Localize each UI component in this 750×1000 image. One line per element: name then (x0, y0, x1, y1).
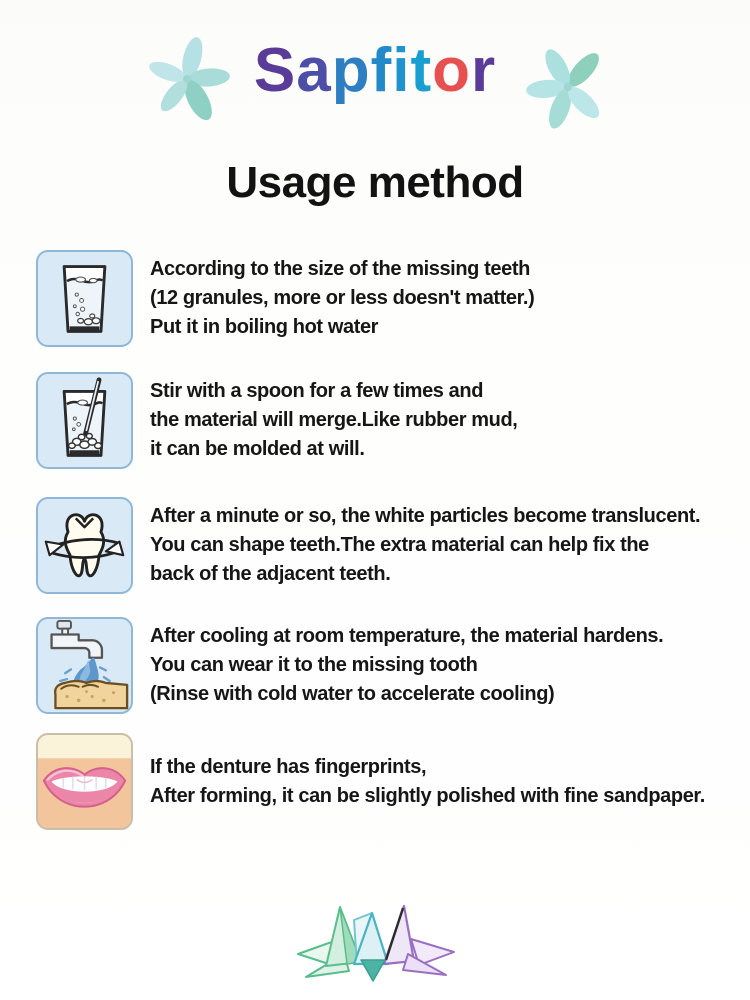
step-row-3 (36, 497, 700, 594)
step-row-2 (36, 372, 517, 469)
flower-right-icon (520, 40, 615, 135)
step-line: According to the size of the missing teeth (150, 258, 530, 280)
brand-letter: p (331, 36, 371, 105)
step-text-2 (150, 377, 517, 464)
step-text-3 (150, 502, 700, 589)
brand-letter: t (410, 36, 433, 105)
step-line: After a minute or so, the white particles become translucent. (150, 505, 701, 527)
step-row-4 (36, 617, 663, 714)
step-line: (Rinse with cold water to accelerate cooling) (150, 683, 555, 705)
page-title: Usage method (226, 158, 524, 207)
step-row-5 (36, 733, 705, 830)
step-line: Stir with a spoon for a few times and (150, 380, 484, 402)
brand-letter: i (392, 36, 411, 105)
step-text-4 (150, 622, 663, 709)
step-line: You can shape teeth.The extra material can help fix the (150, 534, 649, 556)
step-text-5 (150, 753, 705, 811)
step-line: Put it in boiling hot water (150, 316, 379, 338)
brand-letter: S (253, 36, 297, 105)
brand-letter: f (370, 36, 393, 105)
brand-header (0, 0, 750, 140)
step-line: it can be molded at will. (150, 438, 365, 460)
step-line: After forming, it can be slightly polished with fine sandpaper. (150, 784, 705, 807)
step-line: You can wear it to the missing tooth (150, 654, 478, 676)
brand-letter: o (432, 36, 471, 105)
step-line: the material will merge.Like rubber mud, (150, 409, 518, 431)
rinse-under-faucet-icon (36, 617, 133, 714)
step-row-1 (36, 250, 534, 347)
brand-letter: r (471, 36, 497, 105)
step-text-1 (150, 255, 534, 342)
step-line: After cooling at room temperature, the material hardens. (150, 625, 664, 647)
smiling-mouth-icon (36, 733, 133, 830)
brand-logo (0, 26, 750, 116)
glass-of-water-icon (36, 250, 133, 347)
glass-with-spoon-icon (36, 372, 133, 469)
step-line: back of the adjacent teeth. (150, 563, 391, 585)
footer-logo-icon (295, 902, 457, 988)
step-line: If the denture has fingerprints, (150, 755, 427, 778)
step-line: (12 granules, more or less doesn't matter.) (150, 287, 535, 309)
brand-letter: a (296, 36, 332, 105)
tooth-shaping-icon (36, 497, 133, 594)
